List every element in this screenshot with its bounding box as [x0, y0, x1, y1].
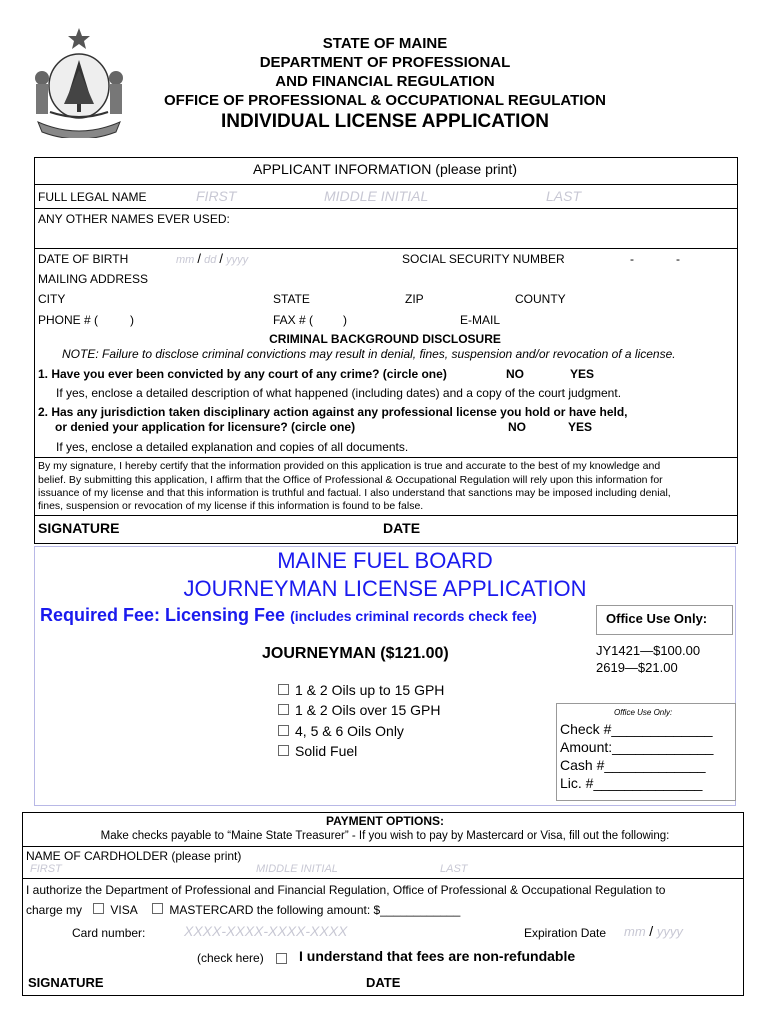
- amount-text: the following amount: $____________: [256, 903, 461, 917]
- fee-label-text: Required Fee: Licensing Fee: [40, 605, 286, 625]
- payment-signature-label: SIGNATURE: [28, 975, 104, 990]
- email-label: E-MAIL: [460, 313, 501, 327]
- payment-heading: PAYMENT OPTIONS:: [325, 814, 444, 828]
- checkbox-icon[interactable]: [278, 704, 289, 715]
- option-label: 4, 5 & 6 Oils Only: [295, 723, 404, 739]
- expiration-field[interactable]: [624, 923, 683, 939]
- expiration-label: Expiration Date: [524, 926, 607, 940]
- header-office: OFFICE OF PROFESSIONAL & OCCUPATIONAL REGULATION: [164, 92, 606, 109]
- dob-month: mm: [176, 254, 195, 266]
- option-item[interactable]: [278, 682, 444, 698]
- payment-instructions: Make checks payable to “Maine State Treasurer” - If you wish to pay by Mastercard or Visa, fill out the following:: [100, 830, 670, 842]
- cardholder-first[interactable]: FIRST: [30, 863, 62, 875]
- q2-no[interactable]: NO: [508, 420, 526, 434]
- fee-code: 2619—$21.00: [596, 660, 678, 675]
- date-label: DATE: [383, 520, 421, 536]
- first-name-field[interactable]: FIRST: [196, 188, 237, 204]
- cash-field[interactable]: Cash #_____________: [560, 757, 706, 773]
- exp-year: yyyy: [656, 924, 683, 939]
- q1-no[interactable]: NO: [506, 367, 524, 381]
- exp-month: mm: [624, 924, 646, 939]
- cardholder-last[interactable]: LAST: [440, 863, 468, 875]
- visa-label: VISA: [110, 903, 138, 917]
- q1-followup: If yes, enclose a detailed description of what happened (including dates) and a copy of the court judgment.: [56, 386, 622, 400]
- dob-sep: /: [197, 251, 202, 266]
- mailing-address-label: MAILING ADDRESS: [38, 272, 149, 286]
- ssn-label: SOCIAL SECURITY NUMBER: [402, 252, 565, 266]
- license-number-field[interactable]: Lic. #______________: [560, 775, 703, 791]
- option-label: Solid Fuel: [295, 743, 358, 759]
- q2-yes[interactable]: YES: [568, 420, 593, 434]
- option-item[interactable]: [278, 723, 404, 739]
- disclosure-note: NOTE: Failure to disclose criminal convictions may result in denial, fines, suspension and/or revocation of a license.: [62, 347, 676, 361]
- nonrefundable-checkbox[interactable]: [276, 953, 287, 964]
- county-label: COUNTY: [515, 292, 566, 306]
- cardholder-label: NAME OF CARDHOLDER (please print): [26, 849, 242, 863]
- state-label: STATE: [273, 292, 310, 306]
- journeyman-fee: JOURNEYMAN ($121.00): [262, 645, 449, 662]
- charge-row: [26, 903, 460, 917]
- card-number-field[interactable]: XXXX-XXXX-XXXX-XXXX: [184, 923, 348, 939]
- last-name-field[interactable]: LAST: [546, 188, 582, 204]
- payment-date-label: DATE: [366, 975, 401, 990]
- mastercard-label: MASTERCARD: [169, 903, 254, 917]
- board-title: MAINE FUEL BOARD: [277, 548, 493, 573]
- other-names-label: ANY OTHER NAMES EVER USED:: [38, 212, 230, 226]
- dob-year: yyyy: [226, 254, 249, 266]
- fax-paren: ): [343, 313, 347, 327]
- ssn-dash: -: [630, 252, 634, 266]
- zip-label: ZIP: [405, 292, 424, 306]
- signature-label: SIGNATURE: [38, 520, 120, 536]
- full-name-label: FULL LEGAL NAME: [38, 190, 147, 204]
- dob-field[interactable]: [176, 251, 248, 266]
- certify-text: issuance of my license and that this information is truthful and factual. I also understand that sanctions may be imposed including denial,: [38, 487, 671, 499]
- question-2: 2. Has any jurisdiction taken disciplinary action against any professional license you hold or have held,: [38, 405, 628, 419]
- option-item[interactable]: [278, 702, 441, 718]
- option-item[interactable]: [278, 743, 357, 759]
- authorize-text: I authorize the Department of Professional and Financial Regulation, Office of Professional & Occupational Regulation to: [26, 883, 666, 897]
- applicant-heading: APPLICANT INFORMATION (please print): [253, 161, 517, 177]
- checkbox-icon[interactable]: [278, 745, 289, 756]
- page-title: INDIVIDUAL LICENSE APPLICATION: [221, 111, 549, 132]
- header-department: DEPARTMENT OF PROFESSIONAL: [259, 54, 511, 71]
- check-number-field[interactable]: Check #_____________: [560, 721, 713, 737]
- fee-label: [40, 605, 537, 626]
- checkbox-icon[interactable]: [278, 684, 289, 695]
- option-label: 1 & 2 Oils over 15 GPH: [295, 702, 441, 718]
- nonrefundable-text: I understand that fees are non-refundable: [299, 948, 576, 964]
- disclosure-heading: CRIMINAL BACKGROUND DISCLOSURE: [269, 332, 501, 346]
- option-label: 1 & 2 Oils up to 15 GPH: [295, 682, 445, 698]
- certify-text: fines, suspension or revocation of my license if this information is found to be false.: [38, 500, 424, 512]
- fax-label: FAX # (: [273, 313, 314, 327]
- city-label: CITY: [38, 292, 66, 306]
- fee-note: (includes criminal records check fee): [290, 608, 537, 624]
- header-financial: AND FINANCIAL REGULATION: [275, 73, 495, 90]
- application-title: JOURNEYMAN LICENSE APPLICATION: [183, 576, 587, 601]
- q1-yes[interactable]: YES: [570, 367, 595, 381]
- check-here-label: (check here): [197, 951, 264, 965]
- amount-field[interactable]: Amount:_____________: [560, 739, 714, 755]
- question-1: 1. Have you ever been convicted by any court of any crime? (circle one): [38, 367, 447, 381]
- cardholder-middle[interactable]: MIDDLE INITIAL: [256, 863, 338, 875]
- certify-text: belief. By submitting this application, I affirm that the Office of Professional & Occupational Regulation will rely upon this information for: [38, 474, 663, 486]
- question-2-cont: or denied your application for licensure? (circle one): [55, 420, 356, 434]
- checkbox-icon[interactable]: [152, 903, 163, 914]
- phone-label: PHONE # (: [38, 313, 99, 327]
- ssn-dash: -: [676, 252, 680, 266]
- phone-paren: ): [130, 313, 134, 327]
- exp-sep: /: [649, 923, 654, 939]
- fee-code: JY1421—$100.00: [596, 643, 701, 658]
- checkbox-icon[interactable]: [93, 903, 104, 914]
- office-use-small: Office Use Only:: [614, 708, 673, 717]
- charge-my-label: charge my: [26, 903, 83, 917]
- header-state: STATE OF MAINE: [322, 35, 448, 52]
- seal-banner-text: MAINE: [66, 122, 92, 131]
- card-number-label: Card number:: [72, 926, 146, 940]
- dob-sep: /: [219, 251, 224, 266]
- dob-label: DATE OF BIRTH: [38, 252, 129, 266]
- checkbox-icon[interactable]: [278, 725, 289, 736]
- q2-followup: If yes, enclose a detailed explanation and copies of all documents.: [56, 440, 409, 454]
- dob-day: dd: [204, 254, 217, 266]
- middle-initial-field[interactable]: MIDDLE INITIAL: [324, 188, 429, 204]
- office-use-heading: Office Use Only:: [606, 611, 708, 626]
- certify-text: By my signature, I hereby certify that the information provided on this application is true and accurate to the best of my knowledge and: [38, 460, 661, 472]
